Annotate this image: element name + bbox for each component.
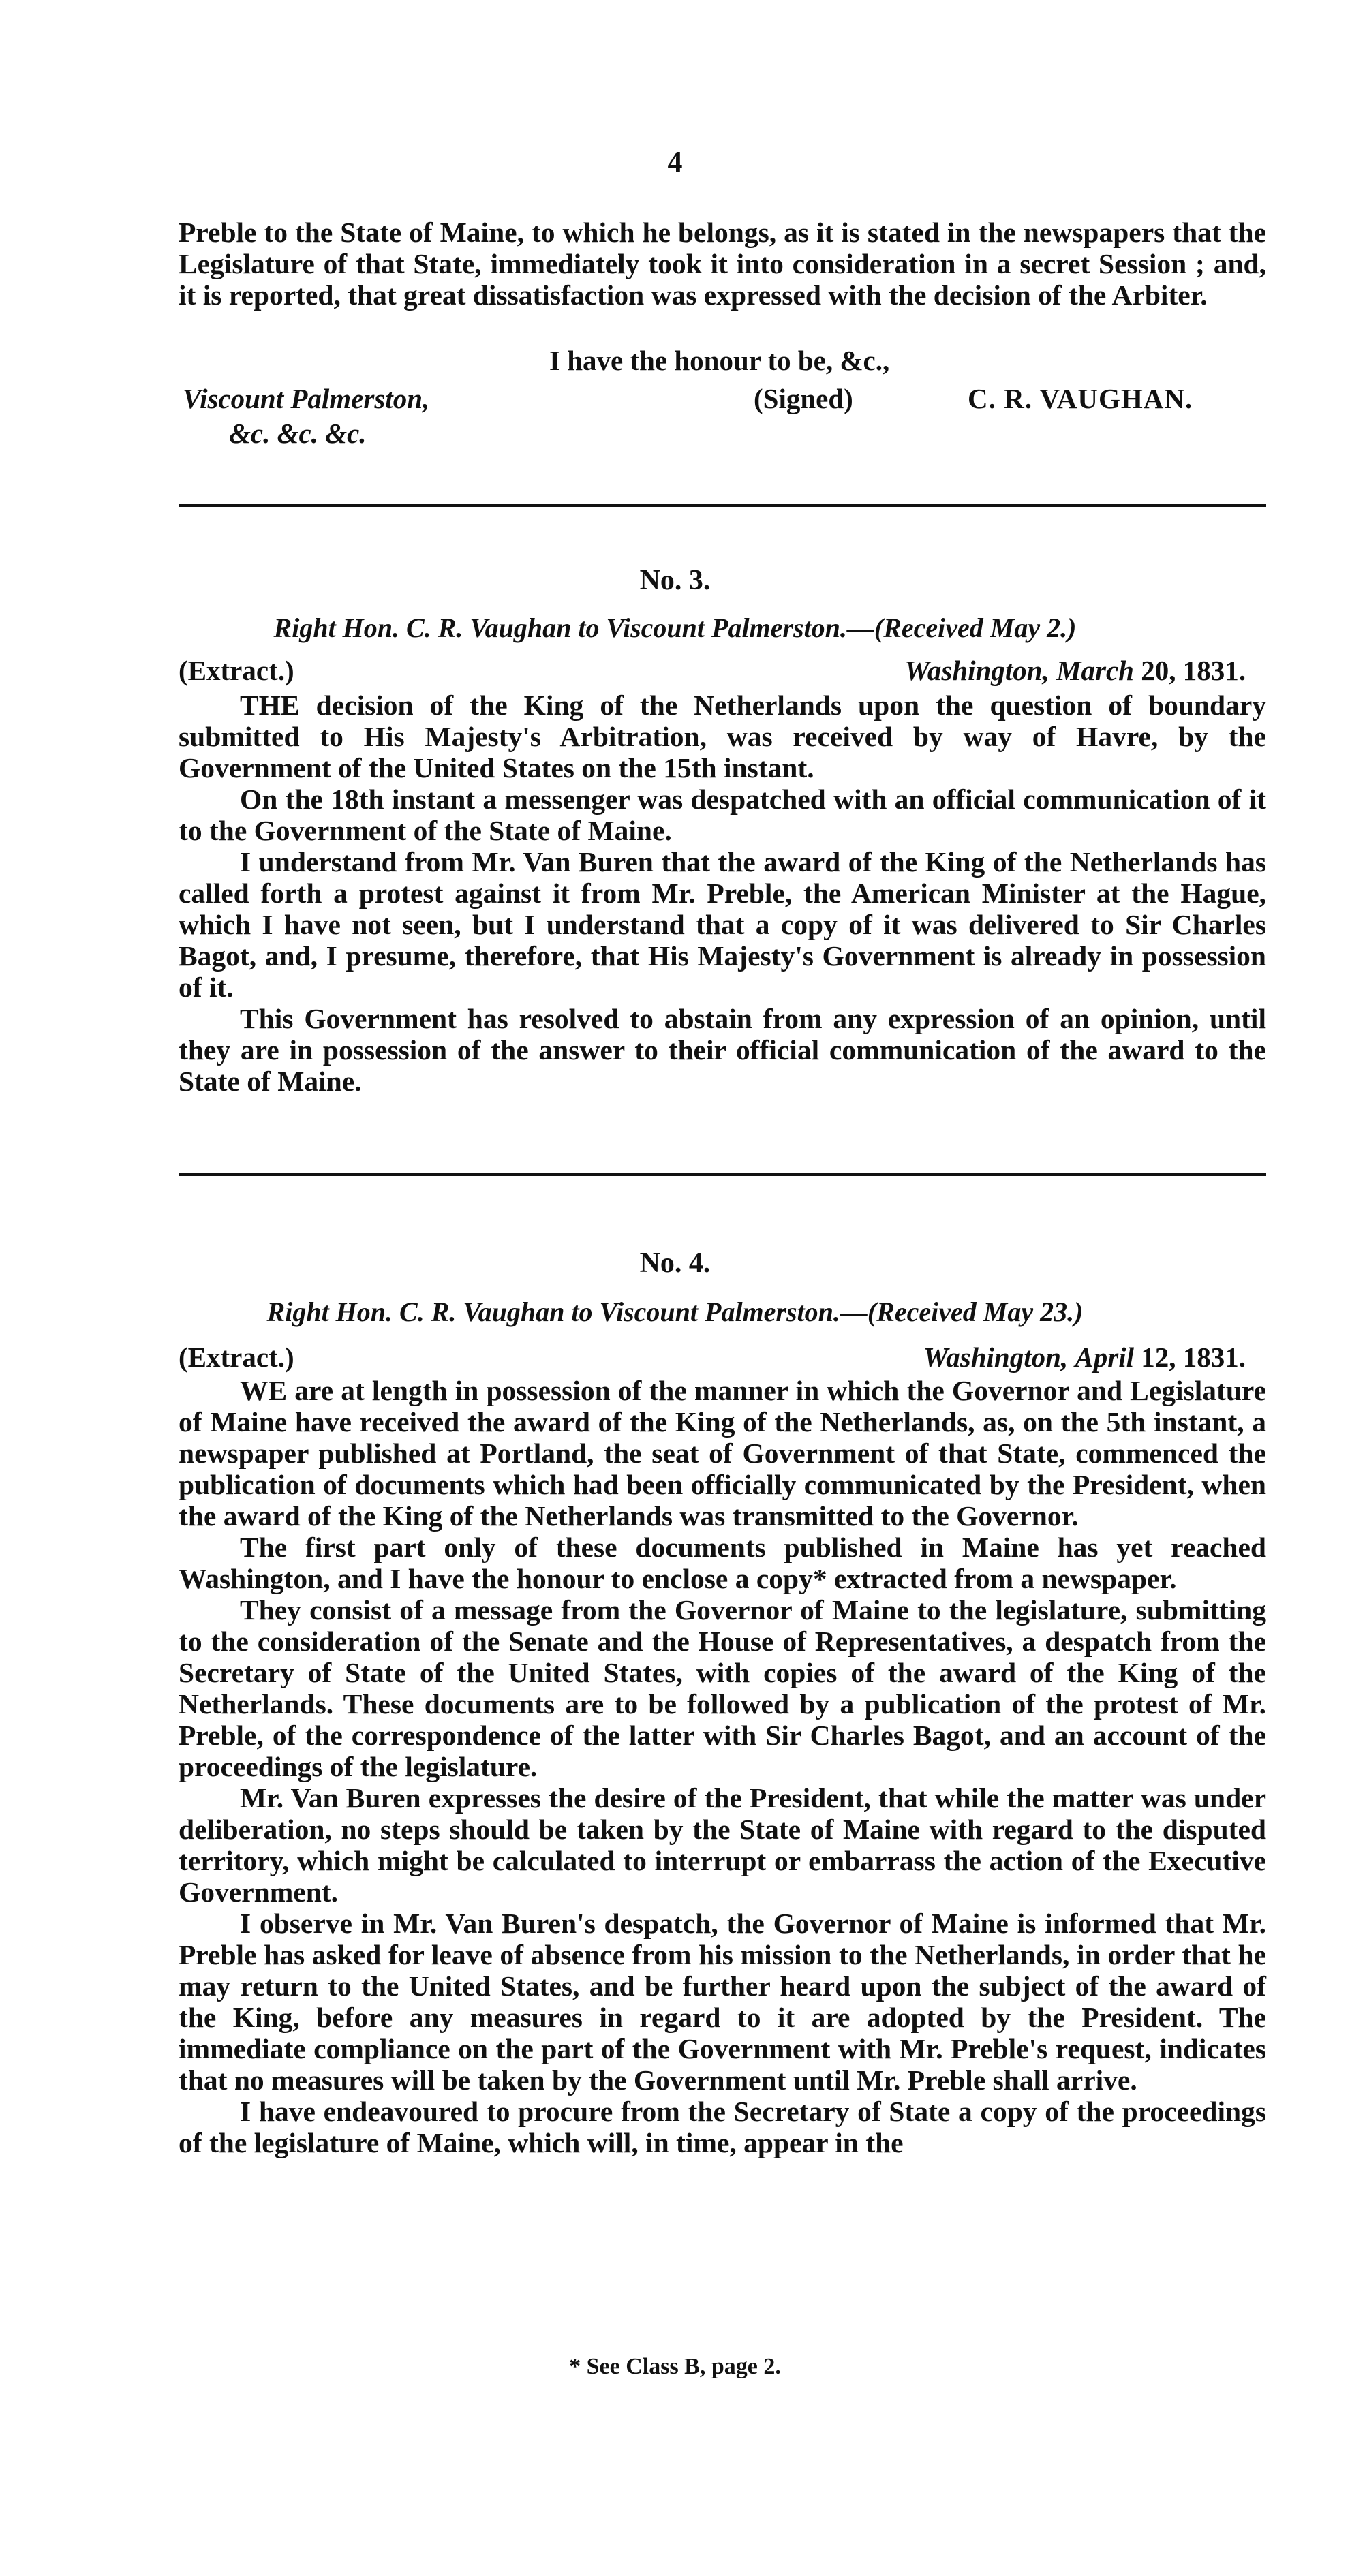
no3-title-main: Right Hon. C. R. Vaughan to Viscount Palmerston. [273,612,847,643]
no4-title [0,1296,1350,1328]
no4-place: Washington, [923,1341,1069,1373]
signoff-addressee: Viscount Palmerston, [183,383,430,414]
no3-dateline [905,654,1246,687]
no3-place: Washington, [904,655,1049,686]
no4-title-main: Right Hon. C. R. Vaughan to Viscount Palmerston. [266,1297,840,1327]
signoff-addressee-etc: &c. &c. &c. [229,418,367,449]
signoff-signatory: C. R. VAUGHAN. [968,383,1193,414]
no4-dateline [923,1341,1246,1374]
no4-heading: No. 4. [639,1247,711,1279]
no4-paragraph-5: I observe in Mr. Van Buren's despatch, the Governor of Maine is informed that Mr. Preble has asked for leave of absence from his mission to the Netherlands, in order that he may return to the United States, and be further heard upon the subject of the award of the King, before any measures in regard to it are adopted by the President. The immediate compliance on the part of the Government with Mr. Preble's request, indicates that no measures will be taken by the Government until Mr. Preble shall arrive. [179,1908,1266,2096]
section-divider-2 [179,1173,1266,1176]
no3-date-num: 20, 1831. [1141,655,1246,686]
no3-extract-label: (Extract.) [179,655,294,686]
no4-title-received: —(Received May 23.) [840,1297,1084,1327]
no4-paragraph-3: They consist of a message from the Governor of Maine to the legislature, submitting to the consideration of the Senate and the House of Representatives, a despatch from the Secretary of State of the United States, with copies of the award of the King of the Netherlands. These documents are to be followed by a publication of the protest of Mr. Preble, of the correspondence of the latter with Sir Charles Bagot, and an account of the proceedings of the legislature. [179,1594,1266,1782]
no3-title [0,612,1350,644]
signoff-closing: I have the honour to be, &c., [549,345,890,376]
no3-paragraph-4: This Government has resolved to abstain from any expression of an opinion, until they are in possession of the answer to their official communication of the award to the State of Maine. [179,1003,1266,1097]
no4-paragraph-2: The first part only of these documents published in Maine has yet reached Washington, and I have the honour to enclose a copy* extracted from a newspaper. [179,1532,1266,1594]
signoff-signed: (Signed) [754,383,853,414]
no3-paragraph-2: On the 18th instant a messenger was despatched with an official communication of it to the Government of the State of Maine. [179,783,1266,846]
no3-paragraph-1: THE decision of the King of the Netherlands upon the question of boundary submitted to His Majesty's Arbitration, was received by way of Havre, by the Government of the United States on the 15th instant. [179,689,1266,783]
no4-paragraph-4: Mr. Van Buren expresses the desire of the President, that while the matter was under deliberation, no steps should be taken by the State of Maine with regard to the disputed territory, which might be calculated to interrupt or embarrass the action of the Executive Government. [179,1782,1266,1908]
no3-month: March [1056,655,1134,686]
no3-body [179,689,1266,1097]
no3-extract-row [179,654,1266,688]
footnote: * See Class B, page 2. [569,2354,781,2379]
no3-heading: No. 3. [639,565,711,596]
no4-body [179,1375,1266,2158]
no4-paragraph-6: I have endeavoured to procure from the Secretary of State a copy of the proceedings of the legislature of Maine, which will, in time, appear in the [179,2096,1266,2158]
no3-paragraph-3: I understand from Mr. Van Buren that the award of the King of the Netherlands has called forth a protest against it from Mr. Preble, the American Minister at the Hague, which I have not seen, but I understand that a copy of it was delivered to Sir Charles Bagot, and, I presume, therefore, that His Majesty's Government is already in possession of it. [179,846,1266,1003]
no4-paragraph-1: WE are at length in possession of the manner in which the Governor and Legislature of Maine have received the award of the King of the Netherlands, as, on the 5th instant, a newspaper published at Portland, the seat of Government of that State, commenced the publication of documents which had been officially communicated by the President, when the award of the King of the Netherlands was transmitted to the Governor. [179,1375,1266,1532]
no3-title-received: —(Received May 2.) [846,612,1077,643]
intro-paragraph-block [179,217,1266,311]
section-divider-1 [179,504,1266,507]
no4-extract-label: (Extract.) [179,1341,294,1373]
no4-extract-row [179,1341,1266,1375]
intro-paragraph: Preble to the State of Maine, to which he belongs, as it is stated in the newspapers that the Legislature of that State, immediately took it into consideration in a secret Session ; and, it is reported, that great dissatisfaction was expressed with the decision of the Arbiter. [179,217,1266,311]
page-number: 4 [667,145,683,179]
no4-date-num: 12, 1831. [1141,1341,1246,1373]
no4-month: April [1075,1341,1134,1373]
